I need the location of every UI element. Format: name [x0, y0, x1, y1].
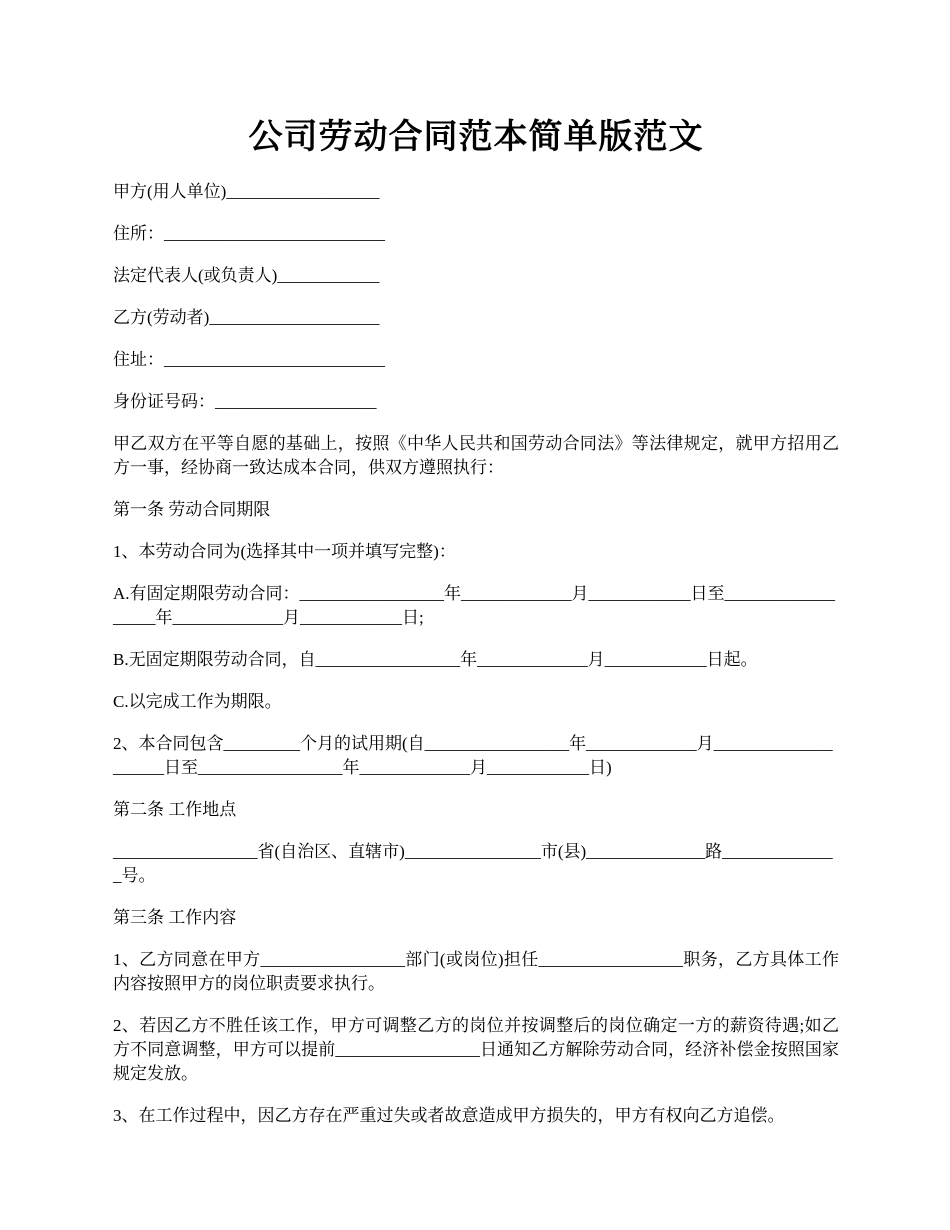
id-number-field: 身份证号码：___________________ [113, 392, 377, 411]
document-body [113, 180, 839, 1128]
article-1-option-a: A.有固定期限劳动合同：_________________年_____________月____________日至__________________年_____________月____________日; [113, 584, 836, 627]
article-1-option-c: C.以完成工作为期限。 [113, 692, 282, 711]
party-b-field: 乙方(劳动者)____________________ [113, 308, 380, 327]
article-2-heading: 第二条 工作地点 [113, 800, 237, 819]
party-a-address-field: 住所：__________________________ [113, 224, 385, 243]
article-1-clause-1: 1、本劳动合同为(选择其中一项并填写完整)： [113, 542, 456, 561]
article-1-option-b: B.无固定期限劳动合同，自_________________年_____________月____________日起。 [113, 650, 758, 669]
document-page [113, 112, 839, 1146]
article-3-clause-3: 3、在工作过程中，因乙方存在严重过失或者故意造成甲方损失的，甲方有权向乙方追偿。 [113, 1106, 785, 1125]
legal-representative-field: 法定代表人(或负责人)____________ [113, 266, 380, 285]
preamble-paragraph: 甲乙双方在平等自愿的基础上，按照《中华人民共和国劳动合同法》等法律规定，就甲方招用乙方一事，经协商一致达成本合同，供双方遵照执行： [113, 434, 839, 477]
article-3-clause-2: 2、若因乙方不胜任该工作，甲方可调整乙方的岗位并按调整后的岗位确定一方的薪资待遇;如乙方不同意调整，甲方可以提前_________________日通知乙方解除劳动合同，经济补偿金按照国家规定发放。 [113, 1016, 839, 1083]
party-b-address-field: 住址：__________________________ [113, 350, 385, 369]
article-1-clause-2: 2、本合同包含_________个月的试用期(自_________________年_____________月____________________日至_________________年_____________月____________日) [113, 734, 833, 777]
article-3-clause-1: 1、乙方同意在甲方_________________部门(或岗位)担任_________________职务，乙方具体工作内容按照甲方的岗位职责要求执行。 [113, 950, 839, 993]
article-3-heading: 第三条 工作内容 [113, 908, 237, 927]
work-location-field: _________________省(自治区、直辖市)________________市(县)______________路______________号。 [113, 842, 833, 885]
article-1-heading: 第一条 劳动合同期限 [113, 500, 271, 519]
document-title: 公司劳动合同范本简单版范文 [248, 117, 704, 157]
party-a-field: 甲方(用人单位)__________________ [113, 182, 380, 201]
